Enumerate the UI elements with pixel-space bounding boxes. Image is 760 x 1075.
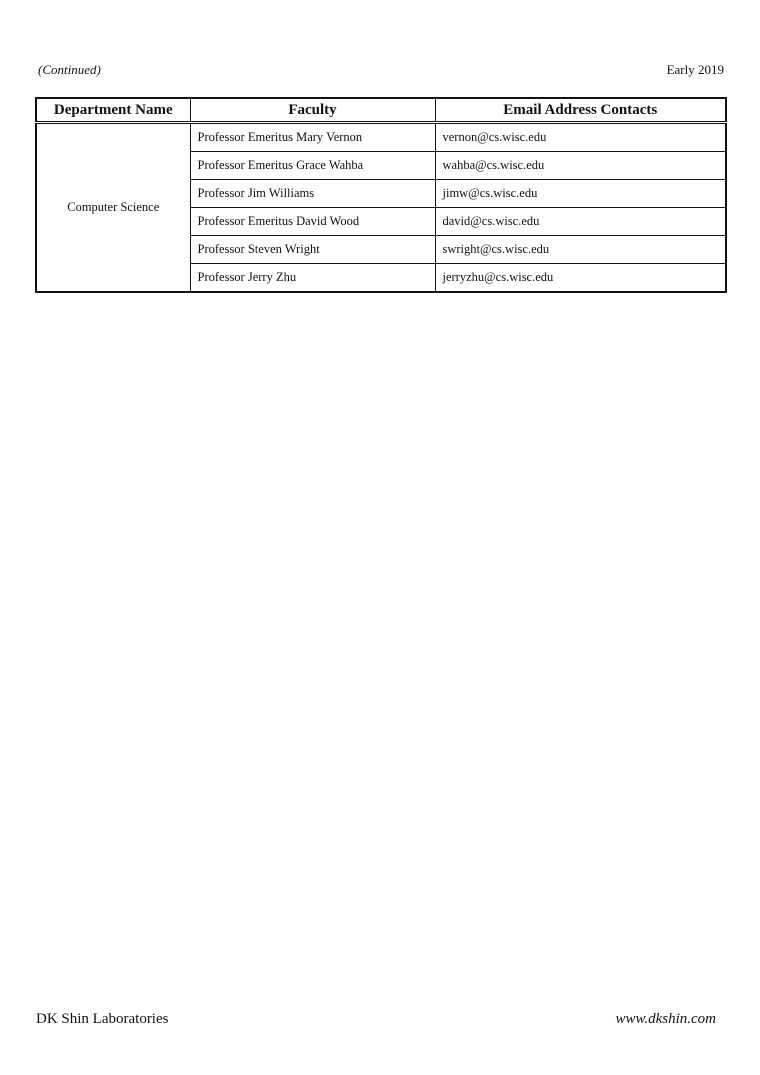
footer-company: DK Shin Laboratories [36,1011,169,1027]
email-cell: vernon@cs.wisc.edu [435,123,726,152]
column-header-faculty: Faculty [190,98,435,123]
footer-website: www.dkshin.com [615,1011,716,1027]
faculty-cell: Professor Steven Wright [190,236,435,264]
email-cell: wahba@cs.wisc.edu [435,152,726,180]
faculty-cell: Professor Emeritus David Wood [190,208,435,236]
email-cell: jimw@cs.wisc.edu [435,180,726,208]
email-cell: david@cs.wisc.edu [435,208,726,236]
table-header-row [36,98,726,123]
email-cell: swright@cs.wisc.edu [435,236,726,264]
faculty-cell: Professor Jerry Zhu [190,264,435,293]
faculty-cell: Professor Emeritus Mary Vernon [190,123,435,152]
table-row [36,123,726,152]
column-header-email: Email Address Contacts [435,98,726,123]
faculty-cell: Professor Emeritus Grace Wahba [190,152,435,180]
department-cell: Computer Science [36,123,190,293]
email-cell: jerryzhu@cs.wisc.edu [435,264,726,293]
faculty-table [35,97,727,293]
date-label: Early 2019 [666,62,724,77]
column-header-department: Department Name [36,98,190,123]
continued-label: (Continued) [38,62,101,77]
faculty-cell: Professor Jim Williams [190,180,435,208]
